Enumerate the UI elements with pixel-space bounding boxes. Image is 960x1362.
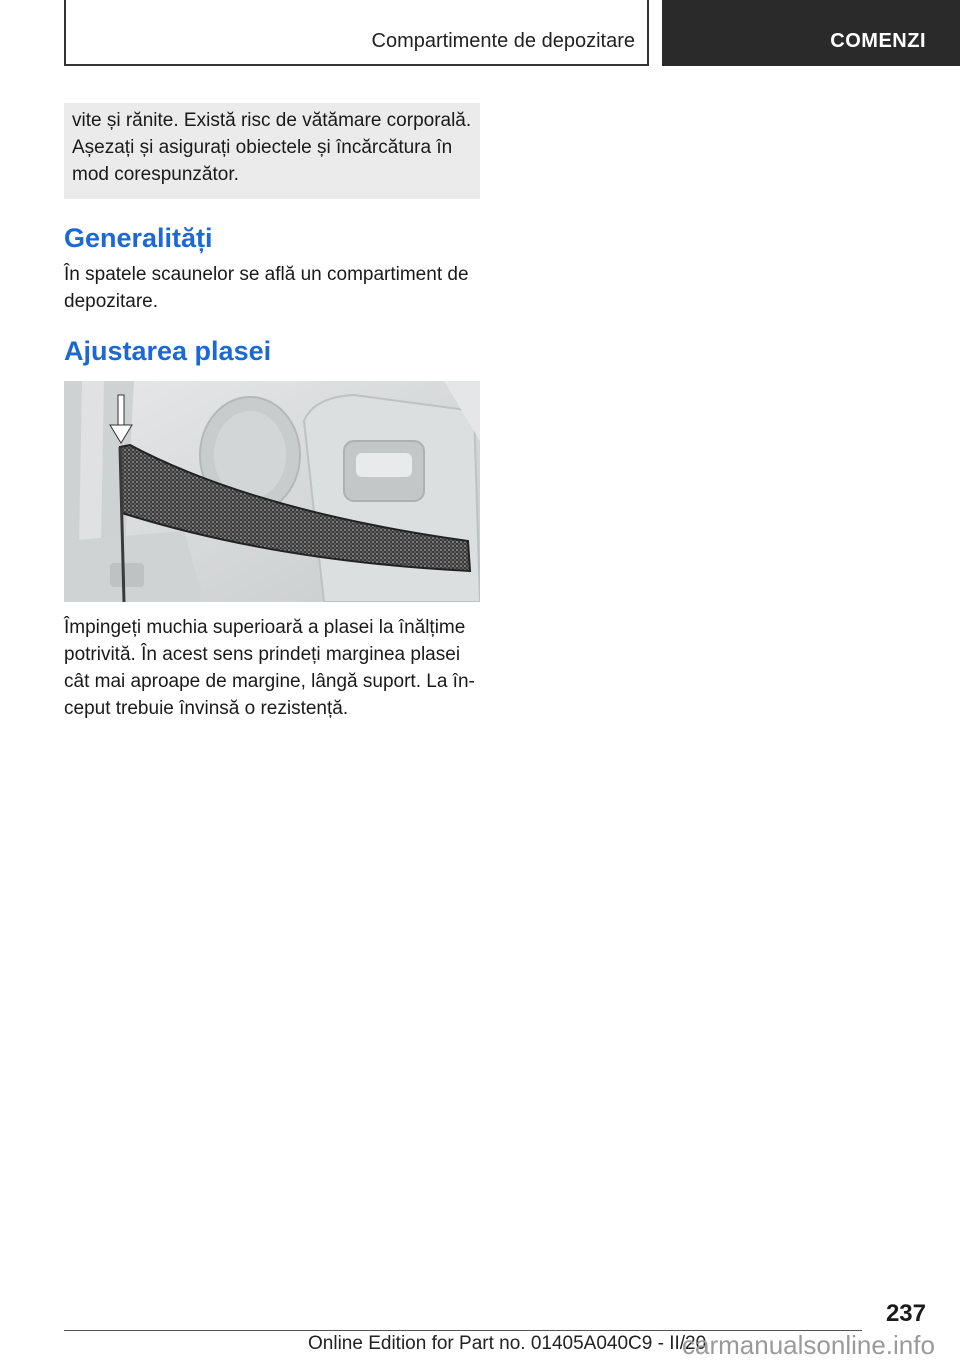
header-section-tab: [662, 0, 960, 66]
warning-box: [64, 103, 480, 199]
edition-info: Online Edition for Part no. 01405A040C9 - II/20: [308, 1333, 707, 1354]
paragraph-line: ceput trebuie învinsă o rezistență.: [64, 698, 349, 719]
warning-line: vite și rănite. Există risc de vătămare corporală.: [72, 110, 472, 131]
watermark: carmanualsonline.info: [682, 1330, 935, 1360]
paragraph-line: Împingeți muchia superioară a plasei la înălțime: [64, 617, 466, 638]
warning-line: mod corespunzător.: [72, 164, 239, 185]
paragraph-line: cât mai aproape de margine, lângă suport. La în-: [64, 671, 475, 692]
page-number: 237: [885, 1300, 926, 1327]
heading-general: Generalități: [64, 223, 213, 253]
paragraph-line: depozitare.: [64, 291, 159, 312]
paragraph-line: potrivită. În acest sens prindeți marginea plasei: [64, 644, 461, 665]
header-chapter-box: [64, 0, 649, 66]
net-adjustment-photo: [64, 381, 480, 602]
warning-line: Așezați și asigurați obiectele și încărcătura în: [72, 137, 453, 158]
general-paragraph: [64, 261, 484, 315]
section-label: COMENZI: [830, 30, 926, 52]
heading-adjust-net: Ajustarea plasei: [64, 336, 272, 366]
adjust-paragraph: [64, 614, 484, 722]
paragraph-line: În spatele scaunelor se află un compartiment de: [64, 264, 469, 285]
chapter-title: Compartimente de depozitare: [371, 30, 635, 52]
